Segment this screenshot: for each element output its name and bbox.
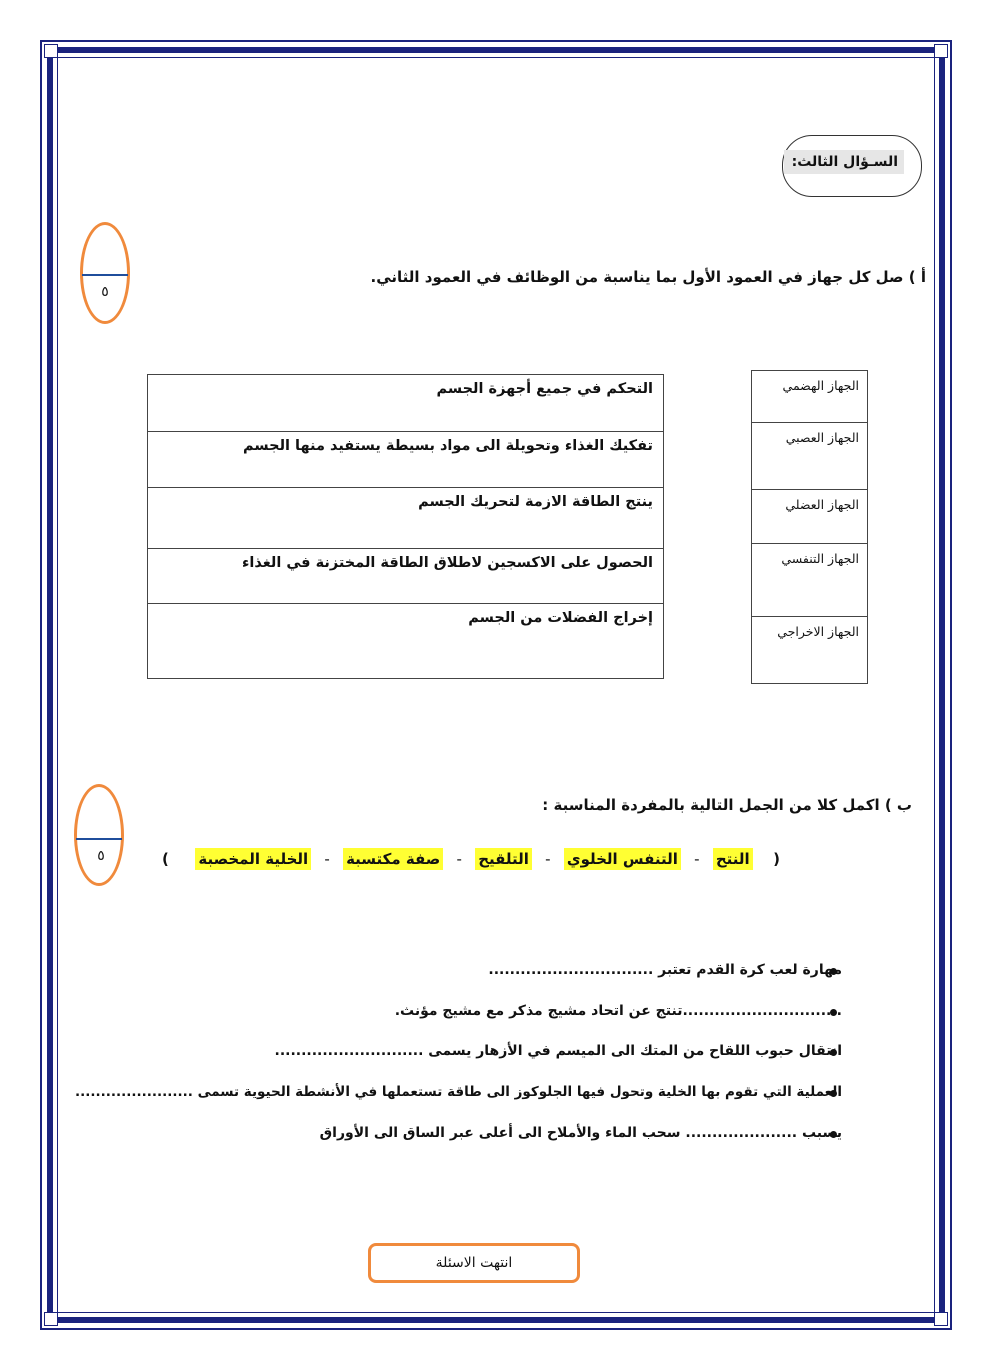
word-separator: - [324,850,330,868]
score-value-a: ٥ [101,284,109,300]
system-row [752,371,867,423]
word-separator: - [694,850,700,868]
score-divider-b [76,838,122,840]
function-row [148,604,663,678]
sentence-item: مهارة لعب كرة القدم تعتبر ............................... [488,962,842,978]
system-text: الجهاز العصبي [785,430,859,445]
score-oval-b [74,784,124,886]
system-row [752,490,867,544]
word-bank-item: التلقيح [475,848,532,870]
system-text: الجهاز الهضمي [782,378,859,393]
systems-table [751,370,868,684]
function-text: الحصول على الاكسجين لاطلاق الطاقة المختزنة في الغذاء [241,555,653,571]
section-b-instruction: ب ) اكمل كلا من الجمل التالية بالمفردة المناسبة : [542,796,912,814]
score-divider-a [82,274,128,276]
function-text: ينتج الطاقة الازمة لتحريك الجسم [418,494,653,510]
function-text: إخراج الفضلات من الجسم [468,610,653,626]
word-bank-close-paren: ) [162,850,169,868]
sentence-item: ..............................تنتج عن اتحاد مشيج مذكر مع مشيج مؤنث. [394,1003,842,1019]
score-value-b: ٥ [97,848,105,864]
corner-ornament [44,1312,58,1326]
question-title: السـؤال الثالث: [784,150,904,174]
sentence-item: انتقال حبوب اللقاح من المتك الى الميسم في الأزهار يسمى ............................ [274,1043,842,1059]
word-bank-item: الخلية المخصبة [195,848,311,870]
system-text: الجهاز العضلي [785,497,859,512]
word-bank [162,850,780,878]
system-row [752,544,867,617]
system-text: الجهاز التنفسي [781,551,859,566]
function-text: تفكيك الغذاء وتحويلة الى مواد بسيطة يستفيد منها الجسم [243,438,653,454]
word-bank-item: صفة مكتسبة [343,848,443,870]
system-row [752,423,867,490]
function-row [148,488,663,549]
section-a-instruction: أ ) صل كل جهاز في العمود الأول بما يناسبة من الوظائف في العمود الثاني. [370,268,926,286]
word-bank-item: التنفس الخلوي [564,848,681,870]
system-row [752,617,867,683]
sentence-item: العملية التي تقوم بها الخلية وتحول فيها الجلوكوز الى طاقة تستعملها في الأنشطة الحيوية تسمى ....................... [74,1084,842,1100]
function-row [148,375,663,432]
word-separator: - [545,850,551,868]
end-of-questions-box: انتهت الاسئلة [368,1243,580,1283]
word-bank-item: النتح [713,848,753,870]
function-row [148,549,663,604]
word-bank-open-paren: ( [773,850,780,868]
function-text: التحكم في جميع أجهزة الجسم [436,381,653,397]
function-row [148,432,663,488]
corner-ornament [934,44,948,58]
system-text: الجهاز الاخراجي [777,624,859,639]
sentence-item: يسبب ..................... سحب الماء والأملاح الى أعلى عبر الساق الى الأوراق [319,1125,842,1141]
score-oval-a [80,222,130,324]
functions-table [147,374,664,679]
corner-ornament [44,44,58,58]
word-separator: - [456,850,462,868]
corner-ornament [934,1312,948,1326]
